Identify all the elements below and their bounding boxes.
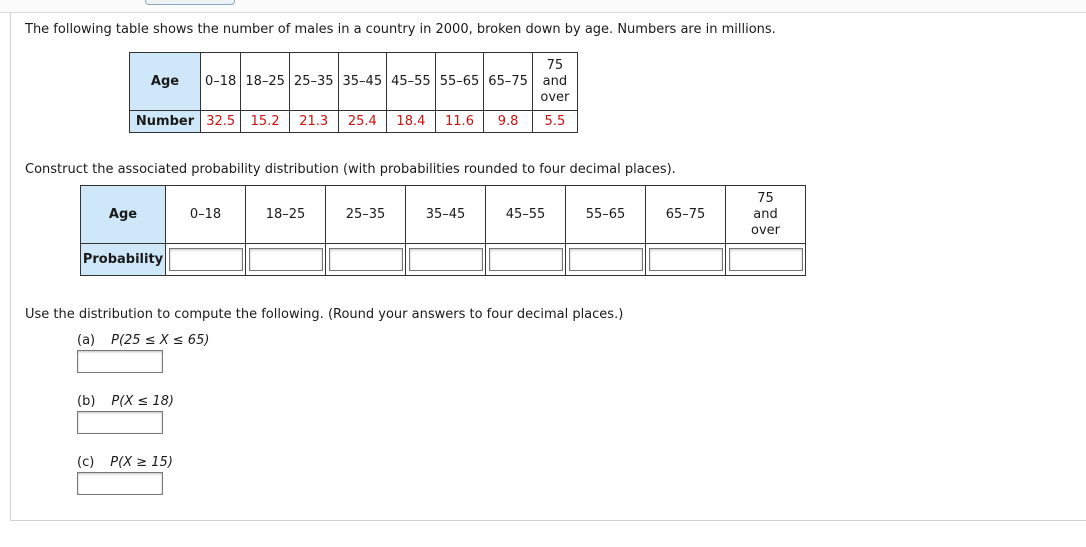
probability-cell [406, 244, 486, 276]
age-cell: 18–25 [246, 186, 326, 244]
number-cell: 18.4 [387, 111, 436, 133]
number-cell: 15.2 [241, 111, 290, 133]
probability-input-25-35[interactable] [329, 248, 403, 271]
age-text: over [540, 89, 570, 105]
age-cell: 55–65 [566, 186, 646, 244]
answer-input-b[interactable] [77, 411, 163, 434]
question-a [77, 333, 209, 348]
question-label: (a) [77, 333, 96, 348]
probability-cell [246, 244, 326, 276]
question-expression: P(X ≥ 15) [110, 455, 173, 470]
question-expression: P(X ≤ 18) [111, 394, 174, 409]
age-cell: 35–45 [406, 186, 486, 244]
probability-cell [726, 244, 806, 276]
top-bar [0, 0, 1086, 13]
age-cell-75-over [726, 186, 806, 244]
age-header: Age [130, 53, 201, 111]
answer-input-c[interactable] [77, 472, 163, 495]
question-label: (c) [77, 455, 95, 470]
age-text: and [753, 206, 778, 222]
age-cell-75-over [532, 53, 577, 111]
answer-input-a[interactable] [77, 350, 163, 373]
question-c [77, 455, 173, 470]
construct-text: Construct the associated probability distribution (with probabilities rounded to four decimal places). [25, 162, 676, 177]
age-cell: 0–18 [166, 186, 246, 244]
probability-cell [326, 244, 406, 276]
age-text: 75 [757, 190, 774, 206]
number-cell: 11.6 [435, 111, 484, 133]
number-header: Number [130, 111, 201, 133]
question-expression: P(25 ≤ X ≤ 65) [111, 333, 210, 348]
probability-input-0-18[interactable] [169, 248, 243, 271]
age-cell: 45–55 [387, 53, 436, 111]
probability-input-35-45[interactable] [409, 248, 483, 271]
number-cell: 25.4 [338, 111, 387, 133]
age-cell: 55–65 [435, 53, 484, 111]
probability-input-45-55[interactable] [489, 248, 563, 271]
probability-header: Probability [81, 244, 166, 276]
number-cell: 9.8 [484, 111, 533, 133]
age-cell: 45–55 [486, 186, 566, 244]
age-header: Age [81, 186, 166, 244]
age-cell: 25–35 [326, 186, 406, 244]
number-cell: 21.3 [289, 111, 338, 133]
age-cell: 18–25 [241, 53, 290, 111]
age-text: 75 [546, 57, 564, 73]
probability-input-65-75[interactable] [649, 248, 723, 271]
age-text: and [542, 73, 568, 89]
probability-cell [486, 244, 566, 276]
probability-input-18-25[interactable] [249, 248, 323, 271]
question-label: (b) [77, 394, 96, 409]
age-text: over [751, 222, 780, 238]
population-table [129, 52, 578, 133]
age-cell: 65–75 [646, 186, 726, 244]
age-cell: 65–75 [484, 53, 533, 111]
age-cell: 25–35 [289, 53, 338, 111]
number-cell: 32.5 [201, 111, 241, 133]
probability-cell [646, 244, 726, 276]
intro-text: The following table shows the number of males in a country in 2000, broken down by age. Numbers are in millions. [25, 22, 776, 37]
probability-input-75-over[interactable] [729, 248, 803, 271]
probability-cell [166, 244, 246, 276]
age-cell: 0–18 [201, 53, 241, 111]
probability-cell [566, 244, 646, 276]
number-cell: 5.5 [532, 111, 577, 133]
probability-table [80, 185, 806, 276]
age-cell: 35–45 [338, 53, 387, 111]
top-tab-button[interactable] [145, 0, 235, 5]
question-b [77, 394, 174, 409]
probability-input-55-65[interactable] [569, 248, 643, 271]
use-distribution-text: Use the distribution to compute the following. (Round your answers to four decimal places.) [25, 307, 624, 322]
